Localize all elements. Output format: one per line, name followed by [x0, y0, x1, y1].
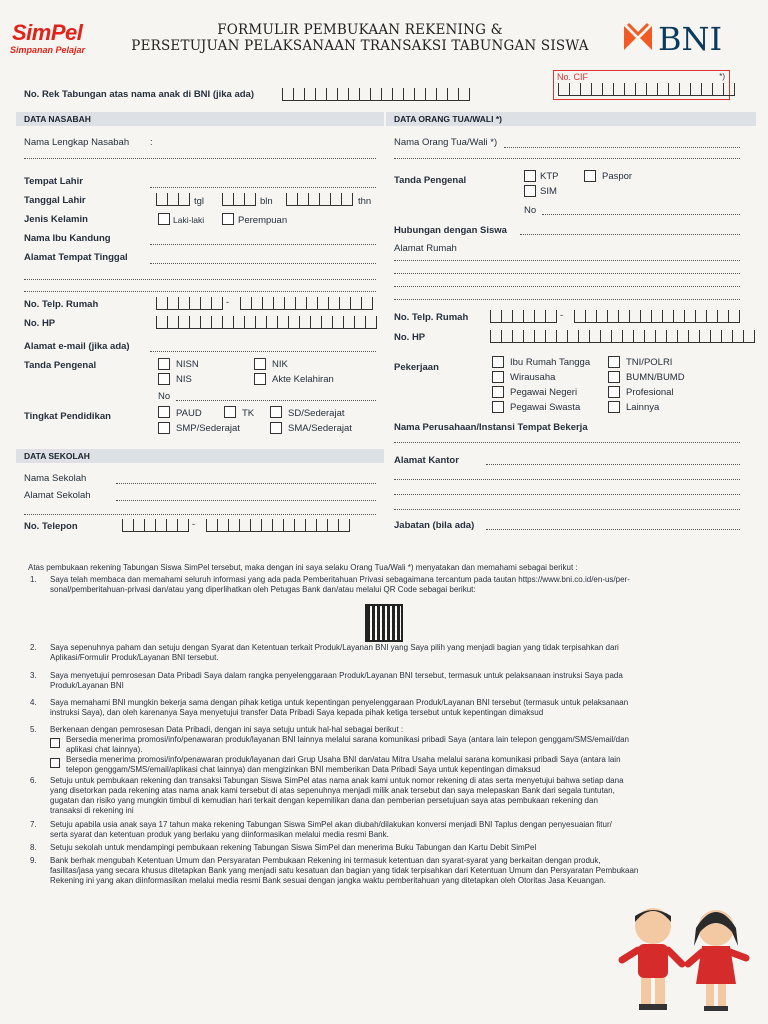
negeri-label: Pegawai Negeri	[510, 387, 578, 398]
pekerjaan-label: Pekerjaan	[394, 362, 439, 373]
alamat-rumah-line-2[interactable]	[394, 272, 740, 274]
ortu-telp-number-cells[interactable]	[574, 310, 740, 323]
terms-intro: Atas pembukaan rekening Tabungan Siswa SimPel tersebut, maka dengan ini saya selaku Orang Tua/Wali *) menyatakan dan memahami sebagai berikut :	[28, 563, 578, 572]
form-title-line2: PERSETUJUAN PELAKSANAAN TRANSAKSI TABUNGAN SISWA	[131, 38, 589, 54]
term-number: 1.	[30, 575, 37, 584]
sim-label: SIM	[540, 186, 557, 197]
section-data-sekolah: DATA SEKOLAH	[16, 449, 384, 463]
sma-label: SMA/Sederajat	[288, 423, 352, 434]
bln-label: bln	[260, 196, 273, 207]
ortu-no-label: No	[524, 205, 537, 216]
section-data-orang-tua: DATA ORANG TUA/WALI *)	[386, 112, 756, 126]
ktp-label: KTP	[540, 171, 559, 182]
term-5b	[66, 755, 750, 775]
term-7-line: serta syarat dan ketentuan produk yang berlaku yang diinformasikan melalui media resmi Bank.	[50, 830, 389, 839]
term-9-line: Bank berhak mengubah Ketentuan Umum dan Persyaratan Pembukaan Rekening ini termasuk ketentuan dan syarat-syarat yang berkaitan dengan produk,	[50, 856, 601, 865]
no-line[interactable]	[176, 399, 376, 401]
term-number: 2.	[30, 643, 37, 652]
alamat-kantor-line-1[interactable]	[486, 463, 740, 465]
swasta-checkbox[interactable]	[492, 401, 504, 413]
hubungan-line[interactable]	[520, 233, 740, 235]
nik-checkbox[interactable]	[254, 358, 266, 370]
negeri-checkbox[interactable]	[492, 386, 504, 398]
ortu-tanda-label: Tanda Pengenal	[394, 175, 467, 186]
alamat-sekolah-line-1[interactable]	[116, 499, 376, 501]
nis-checkbox[interactable]	[158, 373, 170, 385]
nis-label: NIS	[176, 374, 192, 385]
sd-checkbox[interactable]	[270, 406, 282, 418]
term-2-line: Saya sepenuhnya paham dan setuju dengan Syarat dan Ketentuan terkait Produk/Layanan BNI yang Saya pilih yang menjadi bagian yang tidak terpisahkan dari	[50, 643, 619, 652]
term-7-line: Setuju apabila usia anak saya 17 tahun maka rekening Tabungan Siswa SimPel akan diubah/dilakukan konversi menjadi BNI Taplus dengan penyesuaian fitur/	[50, 820, 612, 829]
laki-checkbox[interactable]	[158, 213, 170, 225]
laki-label: Laki-laki	[173, 215, 205, 225]
jabatan-label: Jabatan (bila ada)	[394, 520, 475, 531]
perempuan-label: Perempuan	[238, 215, 288, 226]
term-number: 4.	[30, 698, 37, 707]
term-1-line: sonal/pemberitahuan-privasi dan/atau yang diperlihatkan oleh Petugas Bank dan/atau melalui QR Code sebagai berikut:	[50, 585, 476, 594]
sd-label: SD/Sederajat	[288, 408, 345, 419]
term-5a	[66, 735, 750, 755]
simpel-logo: SimPel	[12, 20, 83, 45]
smp-checkbox[interactable]	[158, 422, 170, 434]
form-title	[120, 22, 600, 54]
tgl-cells[interactable]	[156, 193, 190, 206]
rek-cells[interactable]	[282, 88, 470, 101]
wira-label: Wirausaha	[510, 372, 556, 383]
jabatan-line[interactable]	[486, 528, 740, 530]
term-9-line: fasilitas/jasa yang secara khusus ditetapkan Bank yang menjadi satu kesatuan dan bagian yang tidak terpisahkan dari Ketentuan Umum dan Persyaratan Pembukaan	[50, 866, 639, 875]
nisn-label: NISN	[176, 359, 199, 370]
term-number: 5.	[30, 725, 37, 734]
student-mascots-icon	[608, 898, 758, 1018]
cif-label: No. CIF	[557, 72, 589, 82]
term-4-line: Saya memahami BNI mungkin bekerja sama dengan pihak ketiga untuk kepentingan penyelenggaraan Produk/Layanan BNI tersebut (termasuk untuk pelaksanaan	[50, 698, 629, 707]
akte-checkbox[interactable]	[254, 373, 266, 385]
term-4	[50, 698, 750, 718]
paud-checkbox[interactable]	[158, 406, 170, 418]
nama-ortu-label: Nama Orang Tua/Wali *)	[394, 137, 498, 148]
tanda-pengenal-label: Tanda Pengenal	[24, 360, 97, 371]
ibu-kandung-label: Nama Ibu Kandung	[24, 233, 111, 244]
alamat-kantor-line-3[interactable]	[394, 493, 740, 495]
cif-field[interactable]	[553, 70, 730, 100]
alamat-sekolah-label: Alamat Sekolah	[24, 490, 91, 501]
perempuan-checkbox[interactable]	[222, 213, 234, 225]
term-number: 3.	[30, 671, 37, 680]
perusahaan-line[interactable]	[394, 441, 740, 443]
prof-label: Profesional	[626, 387, 674, 398]
irt-checkbox[interactable]	[492, 356, 504, 368]
term-number: 6.	[30, 776, 37, 785]
term-2-line: Aplikasi/Formulir Produk/Layanan BNI tersebut.	[50, 653, 219, 662]
term-5b-line: Bersedia menerima promosi/info/penawaran produk/layanan dari Grup Usaha BNI dan/atau Mitra Usaha melalui sarana komunikasi pribadi Saya (antara lain	[66, 755, 621, 764]
nik-label: NIK	[272, 359, 288, 370]
term-8: Setuju sekolah untuk mendampingi pembukaan rekening Tabungan Siswa SimPel dan menerima Buku Tabungan dan Kartu Debit SimPel	[50, 843, 537, 852]
ortu-telp-area-cells[interactable]	[490, 310, 557, 323]
tni-checkbox[interactable]	[608, 356, 620, 368]
telepon-sekolah-area-cells[interactable]	[122, 519, 189, 532]
jenis-kelamin-label: Jenis Kelamin	[24, 214, 88, 225]
tingkat-pendidikan-label: Tingkat Pendidikan	[24, 411, 111, 422]
term-5a-line: Bersedia menerima promosi/info/penawaran produk/layanan BNI lainnya melalui sarana komunikasi pribadi Saya (antara lain telepon genggam/SMS/email/dan	[66, 735, 629, 744]
alamat-line-3[interactable]	[24, 290, 376, 292]
bln-cells[interactable]	[222, 193, 256, 206]
prof-checkbox[interactable]	[608, 386, 620, 398]
simpel-logo-subtitle: Simpanan Pelajar	[10, 45, 86, 55]
email-label: Alamat e-mail (jika ada)	[24, 341, 130, 352]
alamat-rumah-line-3[interactable]	[394, 285, 740, 287]
bni-emblem-icon	[622, 22, 654, 54]
cif-note: *)	[719, 72, 725, 81]
term-number: 8.	[30, 843, 37, 852]
sim-checkbox[interactable]	[524, 185, 536, 197]
alamat-label: Alamat Tempat Tinggal	[24, 252, 128, 263]
term-1	[50, 575, 750, 595]
smp-label: SMP/Sederajat	[176, 423, 240, 434]
term-3-line: Produk/Layanan BNI	[50, 681, 124, 690]
nama-nasabah-line[interactable]	[24, 157, 376, 159]
term-5b-line: telepon genggam/SMS/email/aplikasi chat lainnya) dan mengizinkan BNI memberikan Data Pribadi Saya untuk kepentingan dimaksud	[66, 765, 541, 774]
alamat-kantor-label: Alamat Kantor	[394, 455, 459, 466]
term-4-line: instruksi Saya), dan oleh karenanya Saya menyetujui transfer Data Pribadi Saya kepada pihak ketiga tersebut untuk kepentingan dimaksud	[50, 708, 544, 717]
nama-nasabah-label: Nama Lengkap Nasabah	[24, 137, 130, 148]
lain-checkbox[interactable]	[608, 401, 620, 413]
alamat-rumah-line-4[interactable]	[394, 298, 740, 300]
alamat-line-1[interactable]	[150, 262, 376, 264]
bumn-label: BUMN/BUMD	[626, 372, 685, 383]
paspor-checkbox[interactable]	[584, 170, 596, 182]
ortu-telp-label: No. Telp. Rumah	[394, 312, 469, 323]
no-label: No	[158, 391, 171, 402]
privacy-qr-code[interactable]	[365, 604, 403, 642]
term-6-line: Setuju untuk pembukaan rekening dan transaksi Tabungan Siswa SimPel atas nama anak kami untuk nomor rekening di atas serta menyetujui bahwa setiap dana	[50, 776, 624, 785]
tk-checkbox[interactable]	[224, 406, 236, 418]
thn-cells[interactable]	[286, 193, 353, 206]
dash: -	[192, 519, 196, 530]
term-6-line: yang disetorkan pada rekening atas nama anak kami tersebut di atas sepenuhnya menjadi milik anak tersebut dan saya melepaskan Bank dari segala tuntutan,	[50, 786, 615, 795]
telepon-sekolah-label: No. Telepon	[24, 521, 78, 532]
term-5: Berkenaan dengan pemrosesan Data Pribadi, dengan ini saya setuju untuk hal-hal sebagai berikut :	[50, 725, 404, 734]
hp-cells[interactable]	[156, 316, 377, 329]
tk-label: TK	[242, 408, 255, 419]
perusahaan-label: Nama Perusahaan/Instansi Tempat Bekerja	[394, 422, 588, 433]
form-title-line1: FORMULIR PEMBUKAAN REKENING &	[217, 22, 503, 38]
bni-wordmark: BNI	[658, 20, 723, 58]
promo-grup-checkbox[interactable]	[50, 758, 60, 768]
telp-number-cells[interactable]	[240, 297, 373, 310]
telp-area-cells[interactable]	[156, 297, 223, 310]
term-7	[50, 820, 750, 840]
promo-bni-checkbox[interactable]	[50, 738, 60, 748]
dash: -	[226, 297, 230, 308]
dash: -	[560, 310, 564, 321]
sma-checkbox[interactable]	[270, 422, 282, 434]
rek-label: No. Rek Tabungan atas nama anak di BNI (jika ada)	[24, 89, 254, 100]
cif-cells[interactable]	[558, 83, 735, 96]
swasta-label: Pegawai Swasta	[510, 402, 581, 413]
term-9	[50, 856, 750, 886]
tanggal-lahir-label: Tanggal Lahir	[24, 195, 86, 206]
nama-ortu-line-2[interactable]	[394, 157, 740, 159]
hubungan-label: Hubungan dengan Siswa	[394, 225, 507, 236]
term-number: 7.	[30, 820, 37, 829]
email-line[interactable]	[150, 350, 376, 352]
term-5a-line: aplikasi chat lainnya).	[66, 745, 143, 754]
alamat-kantor-line-2[interactable]	[394, 478, 740, 480]
nama-ortu-line-1[interactable]	[504, 146, 740, 148]
ortu-hp-label: No. HP	[394, 332, 426, 343]
ortu-no-line[interactable]	[542, 213, 740, 215]
term-6-line: gugatan dan risiko yang mungkin timbul di kemudian hari terkait dengan kepemilikan dana dan pemberian persetujuan saya atas pembukaan rekening dan	[50, 796, 598, 805]
nisn-checkbox[interactable]	[158, 358, 170, 370]
term-3-line: Saya menyetujui pemrosesan Data Pribadi Saya dalam rangka penyelenggaraan Produk/Layanan BNI tersebut, termasuk untuk pelaksanaan instruksi Saya pada	[50, 671, 623, 680]
term-6-line: transaksi di rekening ini	[50, 806, 134, 815]
ibu-kandung-line[interactable]	[150, 243, 376, 245]
tni-label: TNI/POLRI	[626, 357, 673, 368]
lain-label: Lainnya	[626, 402, 660, 413]
tempat-lahir-line[interactable]	[150, 186, 376, 188]
paud-label: PAUD	[176, 408, 202, 419]
colon: :	[150, 137, 153, 148]
nama-sekolah-label: Nama Sekolah	[24, 473, 87, 484]
alamat-sekolah-line-2[interactable]	[24, 513, 376, 515]
telepon-sekolah-number-cells[interactable]	[206, 519, 350, 532]
telp-rumah-label: No. Telp. Rumah	[24, 299, 99, 310]
bumn-checkbox[interactable]	[608, 371, 620, 383]
term-3	[50, 671, 750, 691]
term-2	[50, 643, 750, 663]
term-9-line: Rekening ini yang akan diinformasikan melalui media resmi Bank sesuai dengan jangka waktu pemberitahuan yang ditetapkan oleh Otoritas Jasa Keuangan.	[50, 876, 606, 885]
irt-label: Ibu Rumah Tangga	[510, 357, 591, 368]
bni-logo	[622, 18, 752, 58]
term-6	[50, 776, 750, 816]
nama-sekolah-line[interactable]	[116, 482, 376, 484]
ortu-hp-cells[interactable]	[490, 330, 755, 343]
alamat-rumah-label: Alamat Rumah	[394, 243, 457, 254]
section-data-nasabah: DATA NASABAH	[16, 112, 384, 126]
alamat-rumah-line-1[interactable]	[394, 259, 740, 261]
hp-label: No. HP	[24, 318, 56, 329]
tempat-lahir-label: Tempat Lahir	[24, 176, 83, 187]
ktp-checkbox[interactable]	[524, 170, 536, 182]
akte-label: Akte Kelahiran	[272, 374, 334, 385]
alamat-line-2[interactable]	[24, 278, 376, 280]
tgl-label: tgl	[194, 196, 205, 207]
term-1-line: Saya telah membaca dan memahami seluruh informasi yang ada pada Pemberitahuan Privasi sebagaimana tercantum pada tautan https://www.bni.co.id/en-us/per-	[50, 575, 630, 584]
thn-label: thn	[358, 196, 372, 207]
alamat-kantor-line-4[interactable]	[394, 508, 740, 510]
paspor-label: Paspor	[602, 171, 633, 182]
term-number: 9.	[30, 856, 37, 865]
wira-checkbox[interactable]	[492, 371, 504, 383]
